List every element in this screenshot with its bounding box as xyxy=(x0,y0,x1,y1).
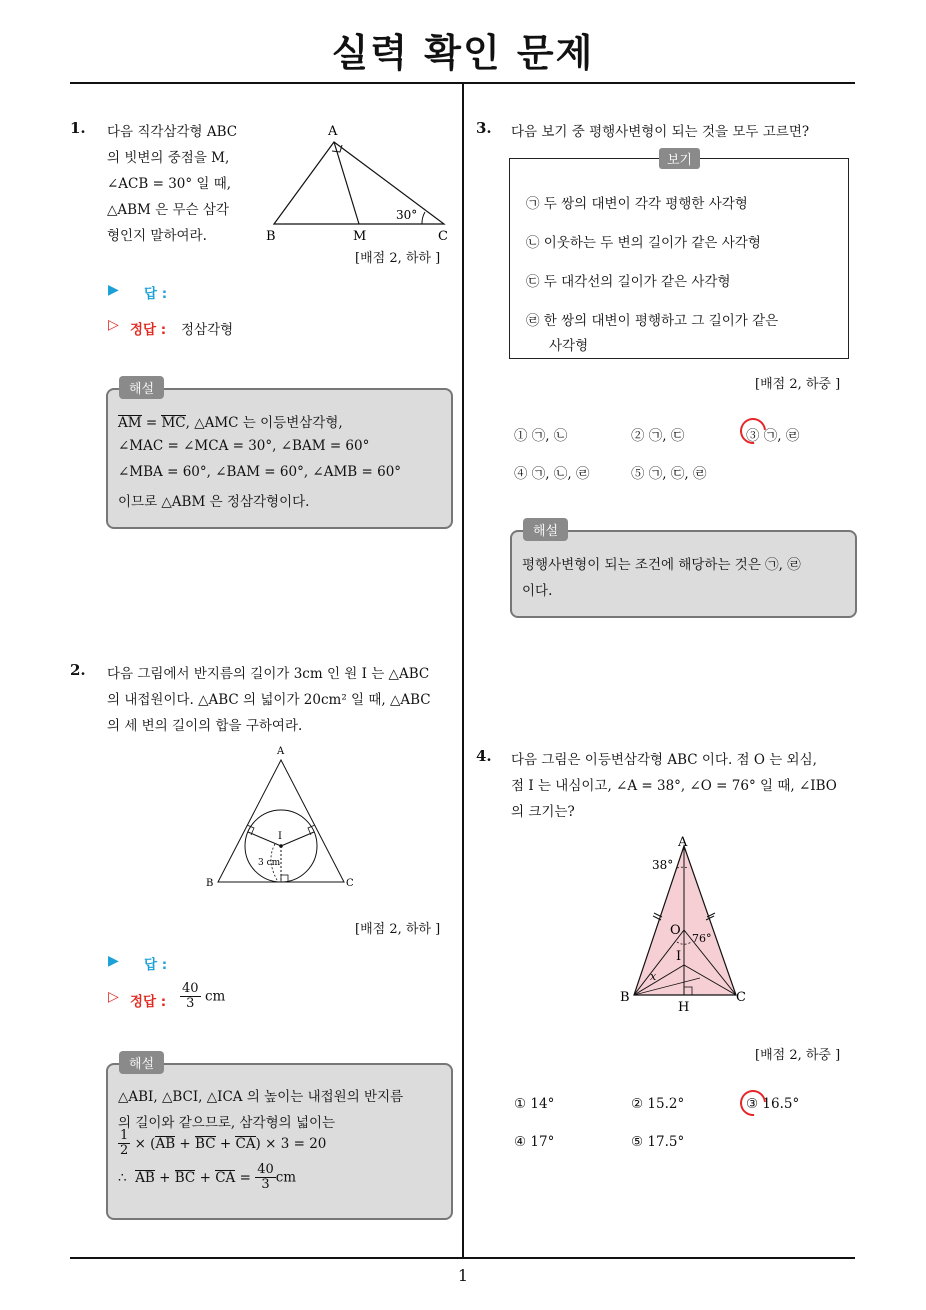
q1-solution-line: AM = MC, △AMC 는 이등변삼각형, xyxy=(118,415,343,431)
label-B: B xyxy=(206,878,214,889)
q3-number: 3. xyxy=(476,119,492,137)
bottom-rule xyxy=(70,1257,855,1259)
q1-correct-answer: 정삼각형 xyxy=(181,322,234,338)
label-M: M xyxy=(353,229,367,244)
label-I: I xyxy=(676,949,682,964)
q1-correct-label: 정답 : xyxy=(130,322,167,338)
q1-text-line: 다음 직각삼각형 ABC xyxy=(107,124,238,140)
q2-text-line: 의 세 변의 길이의 합을 구하여라. xyxy=(107,718,303,734)
bogi-item: ㉡ 이웃하는 두 변의 길이가 같은 사각형 xyxy=(526,235,761,251)
q1-solution-tab: 해설 xyxy=(119,376,164,399)
q4-score: [배점 2, 하중 ] xyxy=(755,1048,841,1063)
q4-choice-3[interactable]: ③ 16.5° xyxy=(746,1096,800,1112)
q1-text-line: △ABM 은 무슨 삼각 xyxy=(107,202,229,218)
q2-text-line: 다음 그림에서 반지름의 길이가 3cm 인 원 I 는 △ABC xyxy=(107,666,430,682)
bogi-item: 사각형 xyxy=(549,338,589,354)
q4-text-line: 다음 그림은 이등변삼각형 ABC 이다. 점 O 는 외심, xyxy=(511,752,817,768)
label-A: A xyxy=(678,835,688,850)
angle-A-label: 38° xyxy=(652,858,674,872)
q1-answer-label: 답 : xyxy=(144,286,168,302)
label-C: C xyxy=(346,878,354,889)
q1-solution-line: 이므로 △ABM 은 정삼각형이다. xyxy=(118,494,310,510)
q4-choice-2[interactable]: ② 15.2° xyxy=(631,1096,685,1112)
q3-choice-4[interactable]: ④ ㉠, ㉡, ㉣ xyxy=(514,466,590,482)
q2-text-line: 의 내접원이다. △ABC 의 넓이가 20cm² 일 때, △ABC xyxy=(107,692,431,708)
q4-text-line: 의 크기는? xyxy=(511,804,575,820)
angle-O-label: 76° xyxy=(692,932,712,945)
q3-solution-box xyxy=(510,530,857,618)
q2-solution-line: △ABI, △BCI, △ICA 의 높이는 내접원의 반지름 xyxy=(118,1089,404,1105)
q4-isosceles-figure xyxy=(615,830,765,1015)
q2-solution-tab: 해설 xyxy=(119,1051,164,1074)
bogi-item: ㉢ 두 대각선의 길이가 같은 사각형 xyxy=(526,274,731,290)
q4-choice-5[interactable]: ⑤ 17.5° xyxy=(631,1134,685,1150)
bogi-item: ㉠ 두 쌍의 대변이 각각 평행한 사각형 xyxy=(526,196,748,212)
label-B: B xyxy=(266,229,276,244)
radius-label: 3 cm xyxy=(258,858,281,868)
label-A: A xyxy=(277,746,285,757)
q1-solution-line: ∠MAC = ∠MCA = 30°, ∠BAM = 60° xyxy=(118,438,370,454)
q2-solution-line: ∴ AB + BC + CA = $\frac{40}{3}$ cm xyxy=(118,1162,297,1192)
selected-answer-mark xyxy=(735,1085,772,1122)
q1-number: 1. xyxy=(70,119,86,137)
q3-score: [배점 2, 하중 ] xyxy=(755,377,841,392)
q3-bogi-label: 보기 xyxy=(659,148,700,169)
q1-score: [배점 2, 하하 ] xyxy=(355,251,441,266)
angle-label: 30° xyxy=(396,208,418,222)
q3-solution-line: 평행사변형이 되는 조건에 해당하는 것은 ㉠, ㉣ xyxy=(522,557,801,573)
q3-choice-3[interactable]: ③ ㉠, ㉣ xyxy=(746,428,800,444)
page-title: 실력 확인 문제 xyxy=(331,31,595,75)
q1-solution-line: ∠MBA = 60°, ∠BAM = 60°, ∠AMB = 60° xyxy=(118,464,402,480)
q1-triangle-figure xyxy=(262,118,462,248)
q3-text: 다음 보기 중 평행사변형이 되는 것을 모두 고르면? xyxy=(511,124,810,140)
outline-play-icon: ▷ xyxy=(108,317,119,333)
q2-number: 2. xyxy=(70,661,86,679)
q3-solution-line: 이다. xyxy=(522,583,553,599)
label-B: B xyxy=(620,990,630,1005)
play-icon: ▶ xyxy=(108,953,119,969)
q2-solution-line: $\frac{1}{2}$ × (AB + BC + CA) × 3 = 20 xyxy=(120,1128,327,1158)
q2-solution-line: 의 길이와 같으므로, 삼각형의 넓이는 xyxy=(118,1115,336,1131)
q4-choice-4[interactable]: ④ 17° xyxy=(514,1134,555,1150)
q1-text-line: 의 빗변의 중점을 M, xyxy=(107,150,230,166)
q2-correct-answer: $\frac{40}{3}$ cm xyxy=(182,981,226,1011)
label-H: H xyxy=(678,1000,690,1015)
q1-text-line: ∠ACB = 30° 일 때, xyxy=(107,176,232,192)
q1-text-line: 형인지 말하여라. xyxy=(107,228,207,244)
label-C: C xyxy=(438,229,448,244)
label-C: C xyxy=(736,990,746,1005)
q3-choice-2[interactable]: ② ㉠, ㉢ xyxy=(631,428,685,444)
column-divider xyxy=(462,83,464,1258)
label-A: A xyxy=(328,124,338,139)
bogi-item: ㉣ 한 쌍의 대변이 평행하고 그 길이가 같은 xyxy=(526,313,779,329)
q3-choice-5[interactable]: ⑤ ㉠, ㉢, ㉣ xyxy=(631,466,707,482)
q4-choice-1[interactable]: ① 14° xyxy=(514,1096,555,1112)
q3-choice-1[interactable]: ① ㉠, ㉡ xyxy=(514,428,568,444)
q2-score: [배점 2, 하하 ] xyxy=(355,922,441,937)
q2-incircle-figure xyxy=(196,742,366,894)
q3-solution-tab: 해설 xyxy=(523,518,568,541)
label-O: O xyxy=(670,923,681,938)
page-number: 1 xyxy=(457,1266,469,1285)
q2-answer-label: 답 : xyxy=(144,957,168,973)
label-I: I xyxy=(278,831,282,842)
q4-number: 4. xyxy=(476,747,492,765)
q2-correct-label: 정답 : xyxy=(130,994,167,1010)
q4-text-line: 점 I 는 내심이고, ∠A = 38°, ∠O = 76° 일 때, ∠IBO xyxy=(511,778,837,794)
outline-play-icon: ▷ xyxy=(108,989,119,1005)
play-icon: ▶ xyxy=(108,282,119,298)
label-x: x xyxy=(650,970,657,983)
